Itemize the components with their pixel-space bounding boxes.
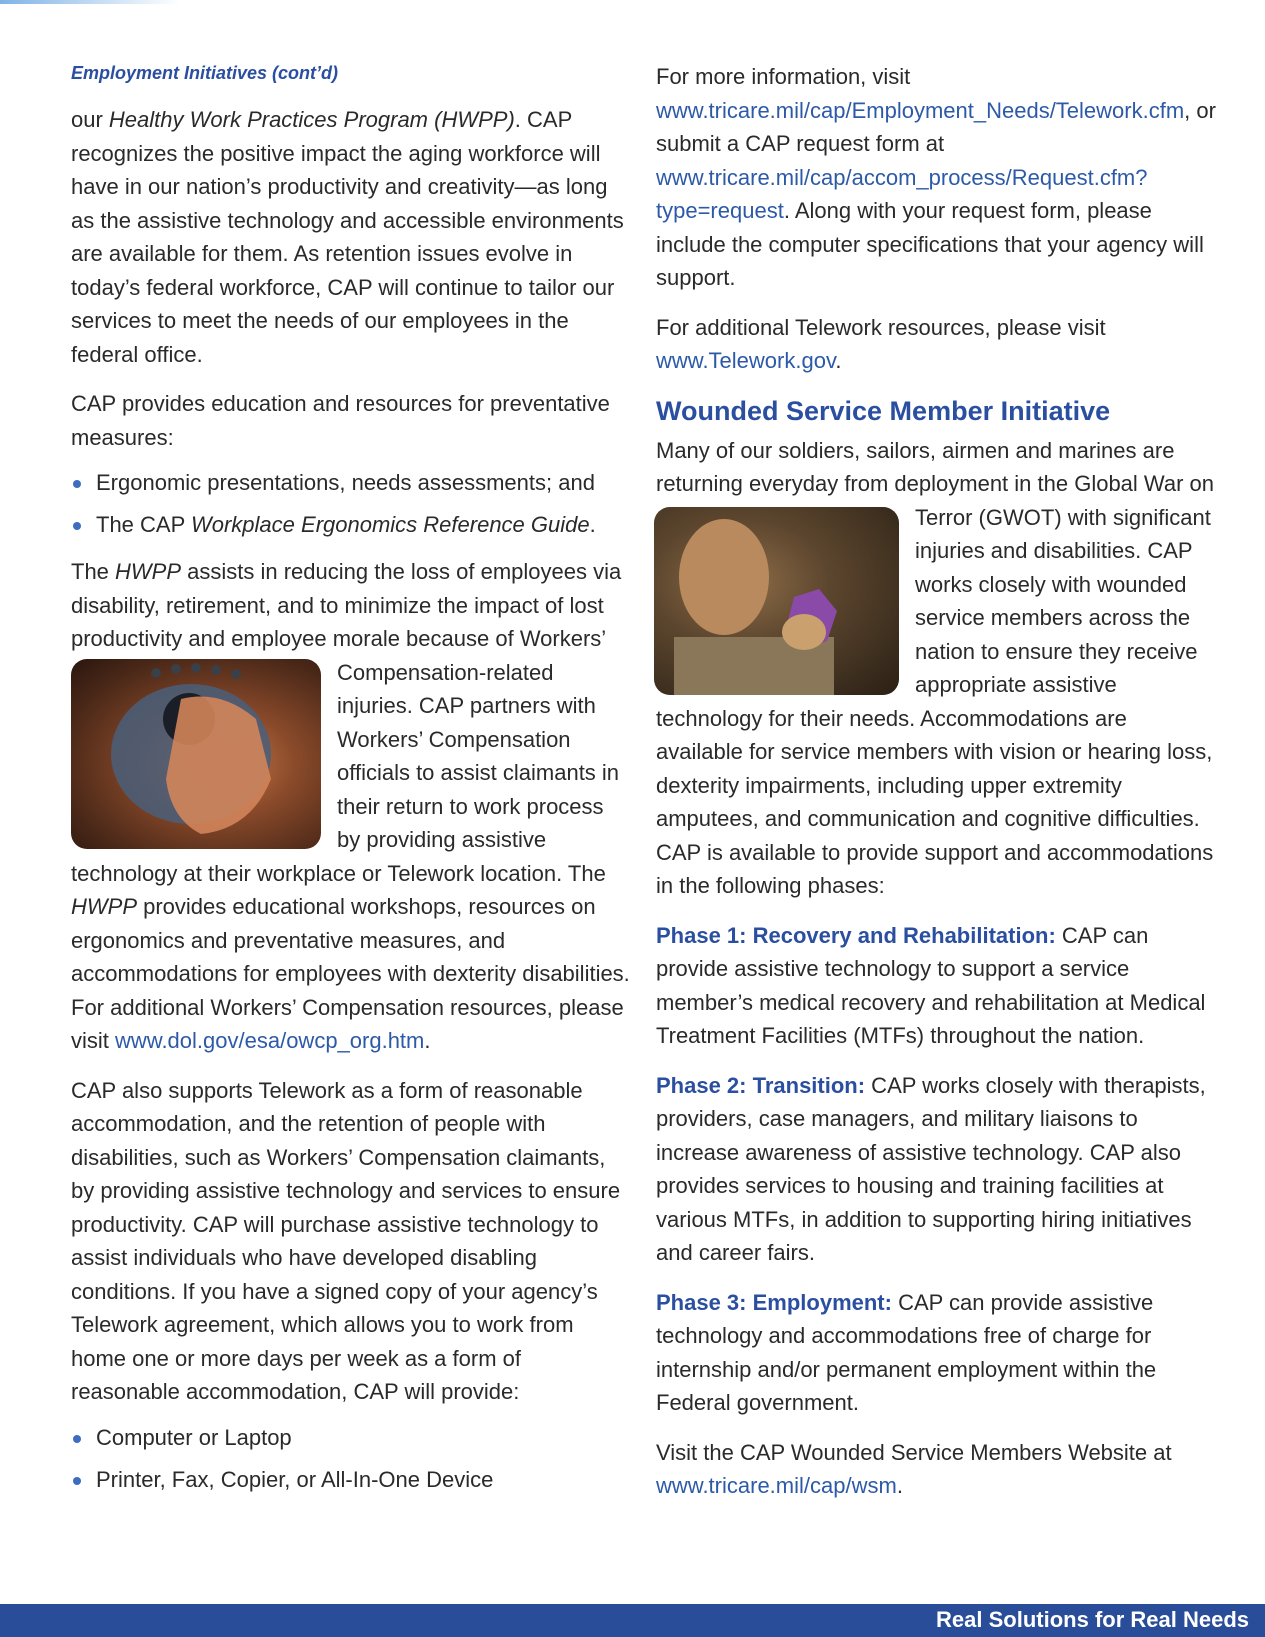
wsm-website-paragraph: Visit the CAP Wounded Service Members Website at www.tricare.mil/cap/wsm.	[656, 1439, 1172, 1498]
phase-2-title: Phase 2: Transition:	[656, 1072, 866, 1098]
wounded-members-paragraph: Many of our soldiers, sailors, airmen and marines are returning everyday from deployment in the Global War on Terror (GWOT) with significant injuries and disabilities. CAP works closely with wounded service members across the nation to ensure they receive appropriate assistive technology for their needs. Accommodations are available for service members with vision or hearing loss, dexterity impairments, including upper extremity amputees, and communication and cognitive difficulties. CAP is available to provide support and accommodations in the following phases:	[656, 437, 1215, 898]
telework-info-paragraph: For more information, visit www.tricare.mil/cap/Employment_Needs/Telework.cfm, or submit a CAP request form at www.tricare.mil/cap/accom_process/Request.cfm?type=request. Along with your request form, please include the computer specifications that your agency will support.	[656, 64, 1216, 290]
telework-gov-link[interactable]: www.Telework.gov	[656, 348, 836, 373]
preventative-measures-paragraph: CAP provides education and resources for preventative measures:	[71, 391, 610, 450]
list-item: Computer or Laptop	[71, 1421, 631, 1454]
list-item: Ergonomic presentations, needs assessments; and	[71, 466, 631, 499]
telework-resources-paragraph: For additional Telework resources, please visit www.Telework.gov.	[656, 314, 1106, 373]
soldier-illustration	[654, 507, 899, 695]
phase-1-title: Phase 1: Recovery and Rehabilitation:	[656, 922, 1056, 948]
list-item: The CAP Workplace Ergonomics Reference Guide.	[71, 508, 631, 541]
wsm-link[interactable]: www.tricare.mil/cap/wsm	[656, 1473, 897, 1498]
dol-owcp-link[interactable]: www.dol.gov/esa/owcp_org.htm	[115, 1028, 425, 1053]
soldier-purple-heart-photo	[654, 507, 899, 695]
telework-paragraph: CAP also supports Telework as a form of reasonable accommodation, and the retention of people with disabilities, such as Workers’ Compensation claimants, by providing assistive technology and services to ensure productivity. CAP will purchase assistive technology to assist individuals who have developed disabling conditions. If you have a signed copy of your agency’s Telework agreement, which allows you to work from home one or more days per week as a form of reasonable accommodation, CAP will provide:	[71, 1077, 621, 1404]
left-column	[71, 58, 631, 1510]
phase-3-title: Phase 3: Employment:	[656, 1289, 892, 1315]
hwpp-intro-paragraph: our Healthy Work Practices Program (HWPP). CAP recognizes the positive impact the aging workforce will have in our nation’s productivity and creativity—as long as the assistive technology and accessible environments are available for them. As retention issues evolve in today’s federal workforce, CAP will continue to tailor our services to meet the needs of our employees in the federal office.	[71, 107, 624, 367]
section-heading: Wounded Service Member Initiative	[656, 395, 1111, 426]
phase-2-paragraph: Phase 2: Transition: CAP works closely with therapists, providers, case managers, and military liaisons to increase awareness of assistive technology. CAP also provides services to housing and training facilities at various MTFs, in addition to supporting hiring initiatives and career fairs.	[656, 1072, 1206, 1265]
telework-provisions-list	[71, 1421, 631, 1496]
footer-bar	[0, 1604, 1265, 1637]
hwpp-details-paragraph: The HWPP assists in reducing the loss of employees via disability, retirement, and to minimize the impact of lost productivity and employee morale because of Workers’ Compensation-related injuries. CAP partners with Workers’ Compensation officials to assist claimants in their return to work process by providing assistive technology at their workplace or Telework location. The HWPP provides educational workshops, resources on ergonomics and preventative measures, and accommodations for employees with dexterity disabilities. For additional Workers’ Compensation resources, please visit www.dol.gov/esa/owcp_org.htm.	[71, 559, 630, 1053]
right-column	[656, 60, 1216, 1519]
phase-1-paragraph: Phase 1: Recovery and Rehabilitation: CAP can provide assistive technology to support a service member’s medical recovery and rehabilitation at Medical Treatment Facilities (MTFs) throughout the nation.	[656, 922, 1206, 1048]
section-label: Employment Initiatives (cont’d)	[71, 63, 339, 83]
footer-tagline: Real Solutions for Real Needs	[936, 1607, 1249, 1632]
request-form-link[interactable]: www.tricare.mil/cap/accom_process/Request.cfm?type=request	[656, 164, 1148, 223]
phase-3-paragraph: Phase 3: Employment: CAP can provide assistive technology and accommodations free of charge for internship and/or permanent employment within the Federal government.	[656, 1289, 1157, 1415]
top-accent-rule	[0, 0, 180, 4]
list-item: Printer, Fax, Copier, or All-In-One Device	[71, 1463, 631, 1496]
trackball-hand-photo	[71, 659, 321, 849]
trackball-illustration	[71, 659, 321, 849]
telework-cfm-link[interactable]: www.tricare.mil/cap/Employment_Needs/Telework.cfm	[656, 97, 1185, 123]
preventative-measures-list	[71, 466, 631, 541]
